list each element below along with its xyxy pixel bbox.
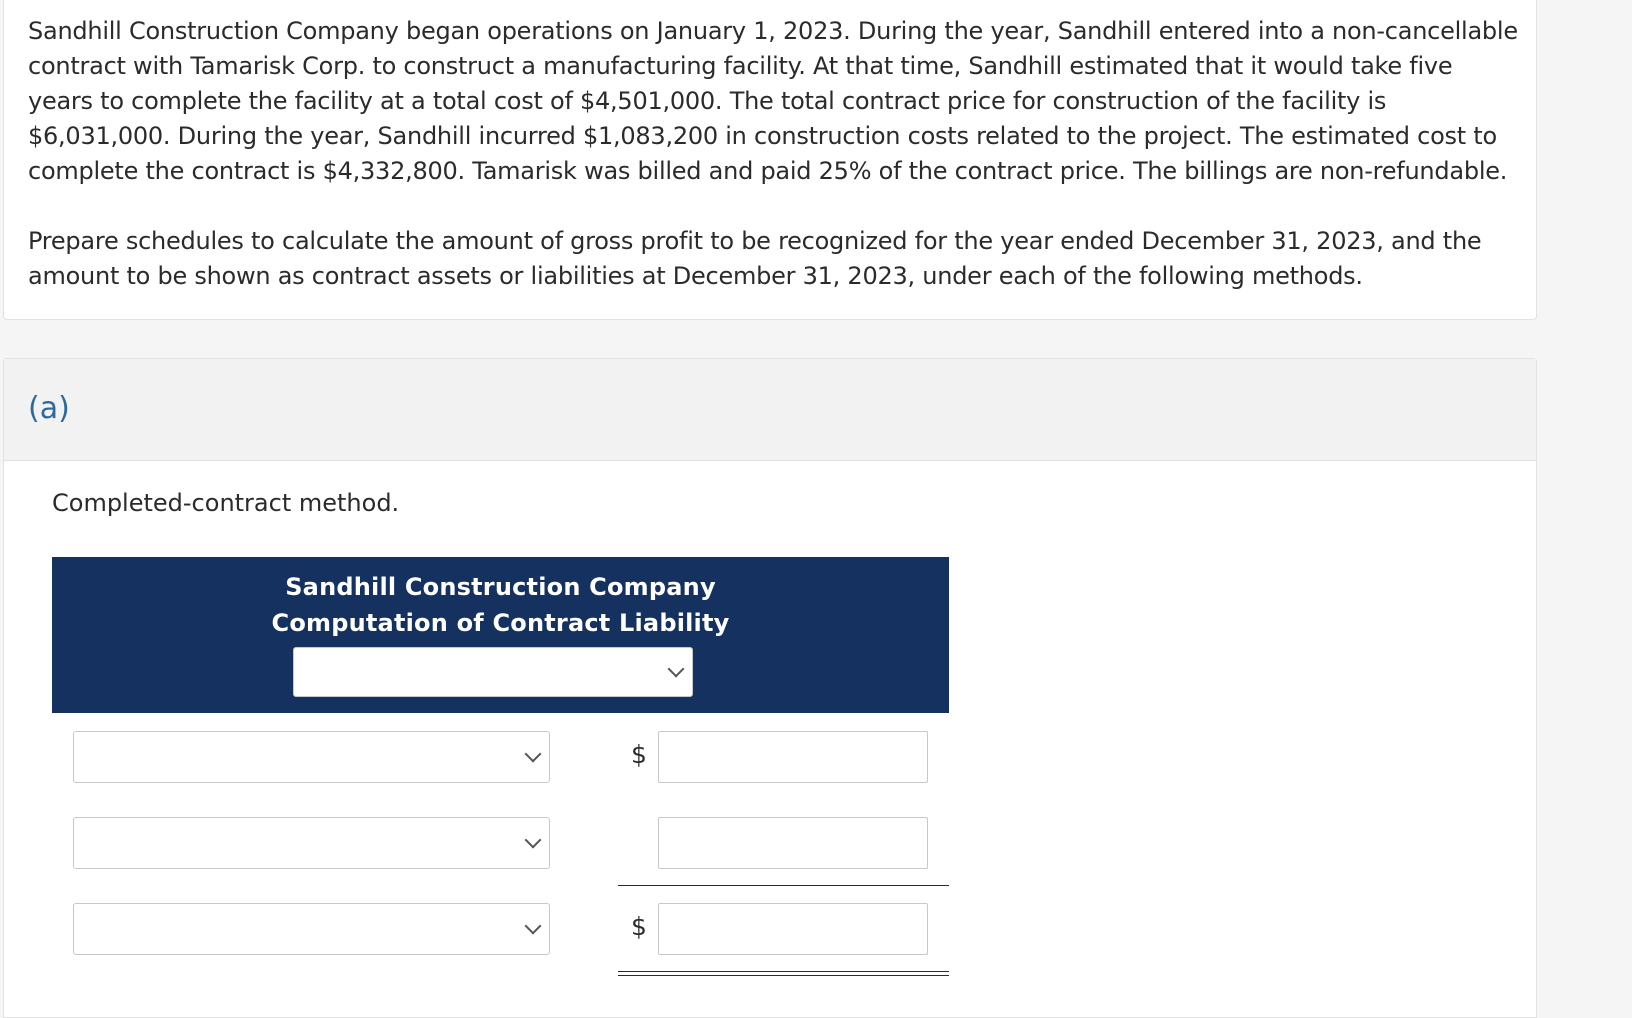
right-gutter — [1538, 0, 1632, 1006]
schedule-company: Sandhill Construction Company — [285, 573, 716, 601]
chevron-down-icon — [525, 746, 542, 763]
problem-statement — [28, 14, 1518, 294]
part-a-card — [3, 358, 1537, 1018]
row-3-dollar-sign: $ — [631, 912, 647, 941]
row-3-amount-input[interactable] — [658, 903, 928, 955]
chevron-down-icon — [668, 661, 685, 678]
schedule — [52, 557, 949, 1017]
row-1-amount-input[interactable] — [658, 731, 928, 783]
row-2-amount-input[interactable] — [658, 817, 928, 869]
row-3-account-select[interactable] — [73, 903, 550, 955]
total-double-rule-top — [618, 971, 949, 972]
part-header — [4, 359, 1536, 461]
subtotal-rule — [618, 885, 949, 886]
method-label: Completed-contract method. — [52, 489, 400, 517]
problem-paragraph-1: Sandhill Construction Company began operations on January 1, 2023. During the year, Sandhill entered into a non-cancellable contract with Tamarisk Corp. to construct a manufacturing facility. At that time, Sandhill estimated that it would take five years to complete the facility at a total cost of $4,501,000. The total contract price for construction of the facility is $6,031,000. During the year, Sandhill incurred $1,083,200 in construction costs related to the project. The estimated cost to complete the contract is $4,332,800. Tamarisk was billed and paid 25% of the contract price. The billings are non-refundable. — [28, 17, 1518, 185]
row-2-account-select[interactable] — [73, 817, 550, 869]
row-1-dollar-sign: $ — [631, 740, 647, 769]
chevron-down-icon — [525, 832, 542, 849]
schedule-title: Computation of Contract Liability — [271, 609, 730, 637]
part-label: (a) — [28, 391, 70, 426]
row-1-account-select[interactable] — [73, 731, 550, 783]
date-select[interactable] — [293, 647, 693, 697]
chevron-down-icon — [525, 918, 542, 935]
problem-paragraph-2: Prepare schedules to calculate the amount of gross profit to be recognized for the year ended December 31, 2023, and the amount to be shown as contract assets or liabilities at December 31, 2023, under each of the following methods. — [28, 227, 1482, 290]
problem-card — [3, 0, 1537, 320]
schedule-header — [52, 557, 949, 713]
total-double-rule-bottom — [618, 975, 949, 976]
